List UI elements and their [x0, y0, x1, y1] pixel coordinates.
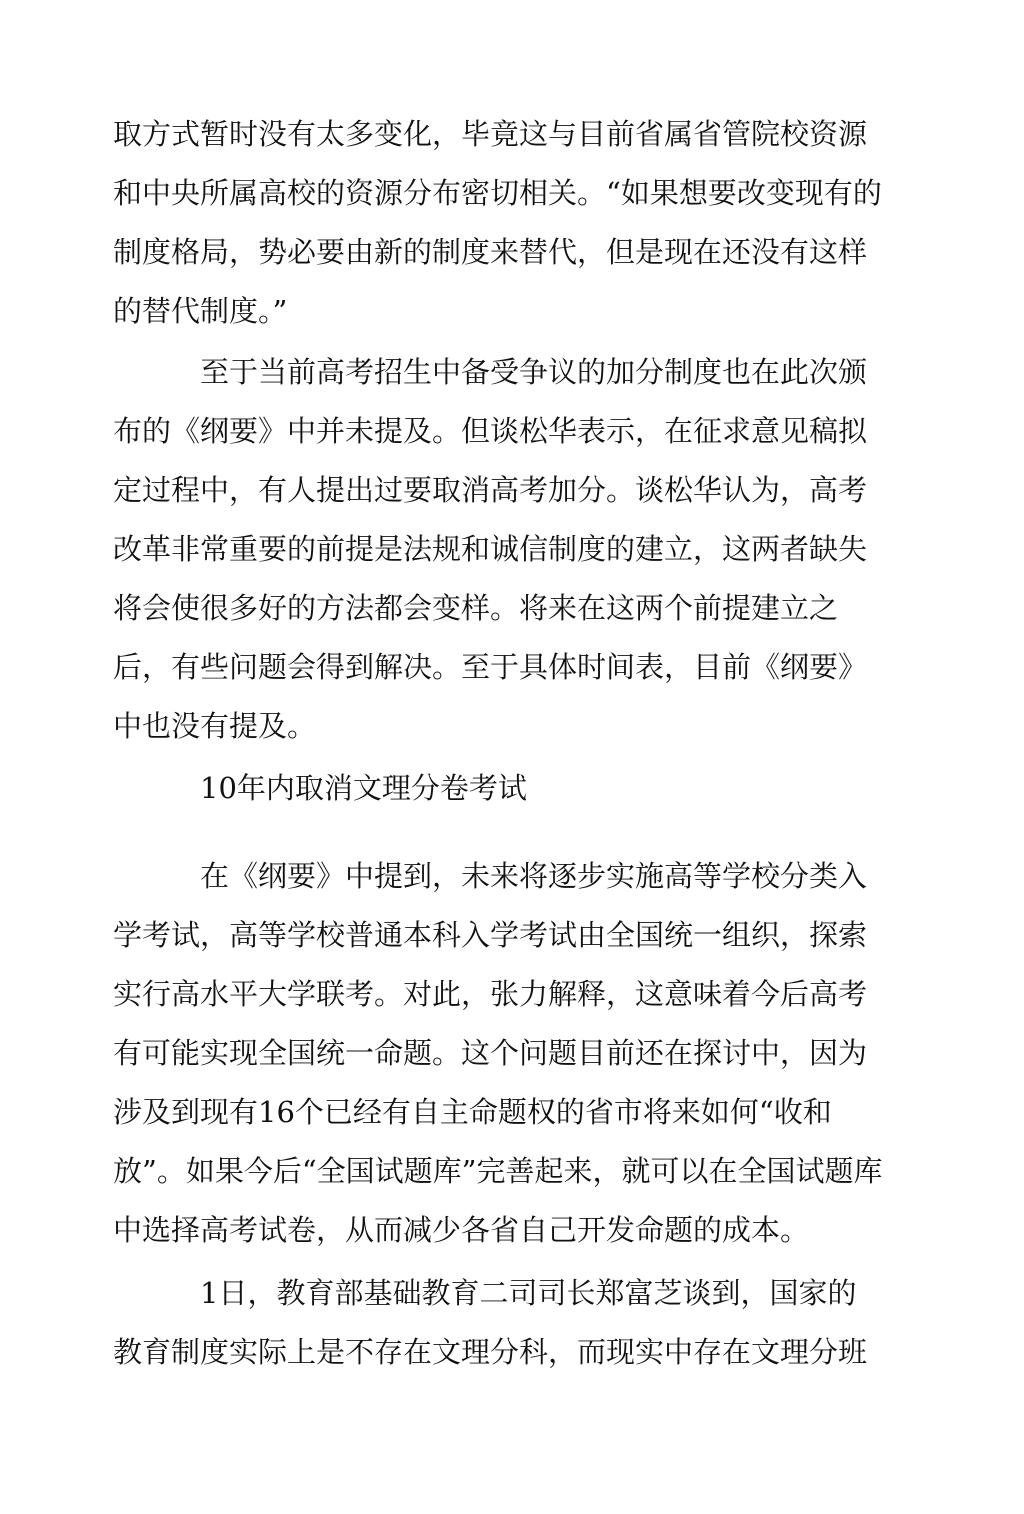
text-line: 和中央所属高校的资源分布密切相关。“如果想要改变现有的 [113, 176, 882, 210]
section-heading: 10年内取消文理分卷考试 [200, 771, 527, 805]
text-line: 取方式暂时没有太多变化，毕竟这与目前省属省管院校资源 [113, 117, 868, 151]
text-line: 后，有些问题会得到解决。至于具体时间表，目前《纲要》 [113, 650, 868, 684]
text-line: 放”。如果今后“全国试题库”完善起来，就可以在全国试题库 [113, 1154, 883, 1188]
text-line: 制度格局，势必要由新的制度来替代，但是现在还没有这样 [113, 235, 868, 269]
text-line: 有可能实现全国统一命题。这个问题目前还在探讨中，因为 [113, 1036, 868, 1070]
text-line: 定过程中，有人提出过要取消高考加分。谈松华认为，高考 [113, 473, 868, 507]
text-line: 将会使很多好的方法都会变样。将来在这两个前提建立之 [113, 591, 839, 625]
text-line: 改革非常重要的前提是法规和诚信制度的建立，这两者缺失 [113, 532, 868, 566]
text-line: 学考试，高等学校普通本科入学考试由全国统一组织，探索 [113, 918, 868, 952]
text-line: 涉及到现有16个已经有自主命题权的省市将来如何“收和 [113, 1095, 832, 1129]
text-line: 布的《纲要》中并未提及。但谈松华表示，在征求意见稿拟 [113, 414, 868, 448]
text-line: 中选择高考试卷，从而减少各省自己开发命题的成本。 [113, 1213, 810, 1247]
text-line: 的替代制度。” [113, 294, 288, 328]
paragraph-first-line: 在《纲要》中提到，未来将逐步实施高等学校分类入 [200, 859, 868, 893]
text-line: 教育制度实际上是不存在文理分科，而现实中存在文理分班 [113, 1335, 868, 1369]
text-line: 中也没有提及。 [113, 709, 317, 743]
paragraph-first-line: 1日，教育部基础教育二司司长郑富芝谈到，国家的 [200, 1276, 857, 1310]
text-line: 实行高水平大学联考。对此，张力解释，这意味着今后高考 [113, 977, 868, 1011]
paragraph-first-line: 至于当前高考招生中备受争议的加分制度也在此次颁 [200, 355, 868, 389]
